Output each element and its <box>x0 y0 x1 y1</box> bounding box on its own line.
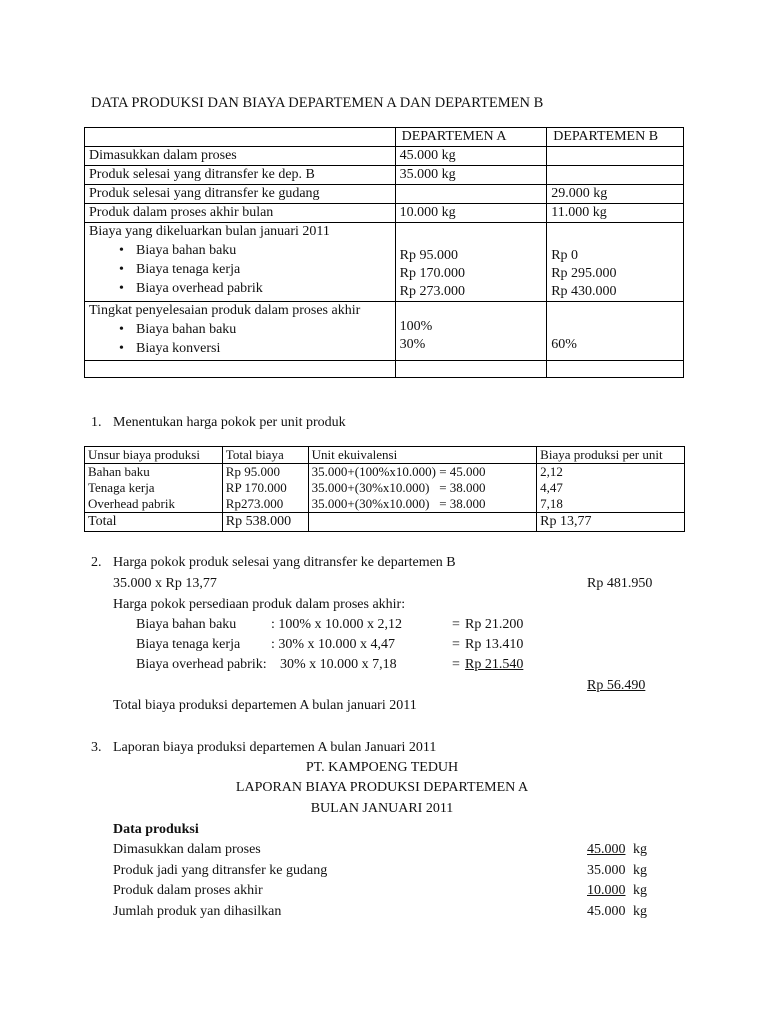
report-title: LAPORAN BIAYA PRODUKSI DEPARTEMEN A <box>235 780 529 795</box>
list-item: • Biaya konversi <box>89 339 391 358</box>
cell-value: 60% <box>551 337 577 352</box>
list-item: • Biaya overhead pabrik <box>89 279 391 298</box>
report-line-num: 10.000 <box>587 883 626 898</box>
calc-formula: 35.000 x Rp 13,77 <box>113 576 217 591</box>
biaya-label: Biaya yang dikeluarkan bulan januari 2011 <box>89 224 330 239</box>
cell-value: Tenaga kerja <box>88 480 155 495</box>
section-data-produksi: Data produksi <box>113 822 199 837</box>
wip-eq: = <box>452 637 460 652</box>
table-row-tingkat <box>85 302 684 361</box>
cell-value: 35.000+(30%x10.000) = 38.000 <box>311 480 486 495</box>
table-cell <box>85 302 396 361</box>
cell-value <box>551 318 679 336</box>
table-header-row <box>85 128 684 147</box>
report-line-label: Produk jadi yang ditransfer ke gudang <box>113 863 328 878</box>
table-row <box>85 464 685 513</box>
cell-value: Rp273.000 <box>225 496 284 511</box>
wip-eq: = <box>452 657 460 672</box>
report-line-unit: kg <box>633 842 647 857</box>
table-row <box>85 204 684 223</box>
cell-value: Rp 430.000 <box>551 284 617 299</box>
section-3-number: 3. <box>91 740 102 755</box>
cell-value: 2,12 <box>540 464 563 479</box>
table-cell: Rp 538.000 <box>222 513 308 532</box>
wip-value: Rp 21.200 <box>465 617 524 632</box>
table-cell <box>547 223 684 302</box>
wip-value: Rp 13.410 <box>465 637 524 652</box>
report-line-unit: kg <box>633 904 647 919</box>
table-cell: 10.000 kg <box>395 204 547 223</box>
company-name: PT. KAMPOENG TEDUH <box>305 760 459 775</box>
table-header-row <box>85 447 685 464</box>
table-row-biaya <box>85 223 684 302</box>
wip-subheading: Harga pokok persediaan produk dalam proses akhir: <box>113 597 406 612</box>
wip-formula: 30% x 10.000 x 7,18 <box>280 657 397 672</box>
report-period: BULAN JANUARI 2011 <box>310 801 454 816</box>
unit-cost-table <box>84 446 685 532</box>
table-cell <box>395 302 547 361</box>
table-cell: Produk dalam proses akhir bulan <box>85 204 396 223</box>
cell-value: Rp 295.000 <box>551 266 617 281</box>
table-cell: Produk selesai yang ditransfer ke gudang <box>85 185 396 204</box>
cell-value: Rp 273.000 <box>399 284 465 299</box>
table-cell <box>85 464 223 513</box>
table-cell: 35.000 kg <box>395 166 547 185</box>
total-cost-label: Total biaya produksi departemen A bulan januari 2011 <box>113 698 417 713</box>
cell-value: 100% <box>399 319 433 334</box>
table-row <box>85 185 684 204</box>
table-cell: 11.000 kg <box>547 204 684 223</box>
cell-value: Rp 170.000 <box>399 266 465 281</box>
table-cell <box>85 361 396 378</box>
wip-label: Biaya overhead pabrik: <box>136 657 267 672</box>
report-line-label: Jumlah produk yan dihasilkan <box>113 904 282 919</box>
table-cell: Total <box>85 513 223 532</box>
table-row <box>85 147 684 166</box>
table-row-empty <box>85 361 684 378</box>
table-cell: Produk selesai yang ditransfer ke dep. B <box>85 166 396 185</box>
page-title: DATA PRODUKSI DAN BIAYA DEPARTEMEN A DAN DEPARTEMEN B <box>91 95 544 111</box>
table-cell <box>85 223 396 302</box>
cell-value: 35.000+(30%x10.000) = 38.000 <box>311 496 486 511</box>
cell-value: Rp 95.000 <box>225 464 280 479</box>
report-line-unit: kg <box>633 883 647 898</box>
report-line-label: Produk dalam proses akhir <box>113 883 263 898</box>
report-line-num: 45.000 <box>587 842 626 857</box>
table-cell <box>547 302 684 361</box>
cell-value: Rp 0 <box>551 248 579 263</box>
table-cell <box>395 223 547 302</box>
wip-label: Biaya tenaga kerja <box>136 637 241 652</box>
table-cell: 45.000 kg <box>395 147 547 166</box>
table-cell: 29.000 kg <box>547 185 684 204</box>
table-header: Biaya produksi per unit <box>537 447 685 464</box>
table-row <box>85 166 684 185</box>
production-table <box>84 127 684 378</box>
biaya-list <box>89 241 391 298</box>
table-cell <box>395 185 547 204</box>
table-cell <box>547 166 684 185</box>
cell-value: Bahan baku <box>88 464 150 479</box>
table-cell: Dimasukkan dalam proses <box>85 147 396 166</box>
wip-value: Rp 21.540 <box>465 657 524 672</box>
cell-value: 30% <box>399 337 426 352</box>
section-1-number: 1. <box>91 415 102 430</box>
list-item: • Biaya bahan baku <box>89 241 391 260</box>
section-2-heading: Harga pokok produk selesai yang ditransfer ke departemen B <box>113 555 456 570</box>
report-line-num: 35.000 <box>587 863 626 878</box>
table-cell <box>395 361 547 378</box>
cell-value: 35.000+(100%x10.000) = 45.000 <box>311 464 486 479</box>
table-cell <box>308 513 537 532</box>
cell-value: Overhead pabrik <box>88 496 175 511</box>
cell-value: Rp 95.000 <box>399 248 458 263</box>
list-item: • Biaya tenaga kerja <box>89 260 391 279</box>
report-line-unit: kg <box>633 863 647 878</box>
wip-formula: : 100% x 10.000 x 2,12 <box>271 617 403 632</box>
table-header: DEPARTEMEN B <box>547 128 684 147</box>
wip-eq: = <box>452 617 460 632</box>
table-cell <box>537 464 685 513</box>
table-cell <box>222 464 308 513</box>
table-header: Unit ekuivalensi <box>308 447 537 464</box>
tingkat-label: Tingkat penyelesaian produk dalam proses akhir <box>89 303 361 318</box>
report-line-label: Dimasukkan dalam proses <box>113 842 261 857</box>
table-total-row <box>85 513 685 532</box>
wip-label: Biaya bahan baku <box>136 617 237 632</box>
table-cell <box>308 464 537 513</box>
cell-value: 4,47 <box>540 480 563 495</box>
table-header: Unsur biaya produksi <box>85 447 223 464</box>
table-header: DEPARTEMEN A <box>395 128 547 147</box>
wip-formula: : 30% x 10.000 x 4,47 <box>271 637 396 652</box>
section-2-number: 2. <box>91 555 102 570</box>
table-cell <box>85 128 396 147</box>
list-item: • Biaya bahan baku <box>89 320 391 339</box>
cell-value: 7,18 <box>540 496 563 511</box>
calc-value: Rp 481.950 <box>587 576 653 591</box>
wip-subtotal: Rp 56.490 <box>587 678 646 693</box>
tingkat-list <box>89 320 391 358</box>
section-1-heading: Menentukan harga pokok per unit produk <box>113 415 346 430</box>
report-line-num: 45.000 <box>587 904 626 919</box>
section-3-heading: Laporan biaya produksi departemen A bulan Januari 2011 <box>113 740 437 755</box>
table-cell <box>547 361 684 378</box>
cell-value: RP 170.000 <box>225 480 287 495</box>
table-cell: Rp 13,77 <box>537 513 685 532</box>
table-header: Total biaya <box>222 447 308 464</box>
table-cell <box>547 147 684 166</box>
